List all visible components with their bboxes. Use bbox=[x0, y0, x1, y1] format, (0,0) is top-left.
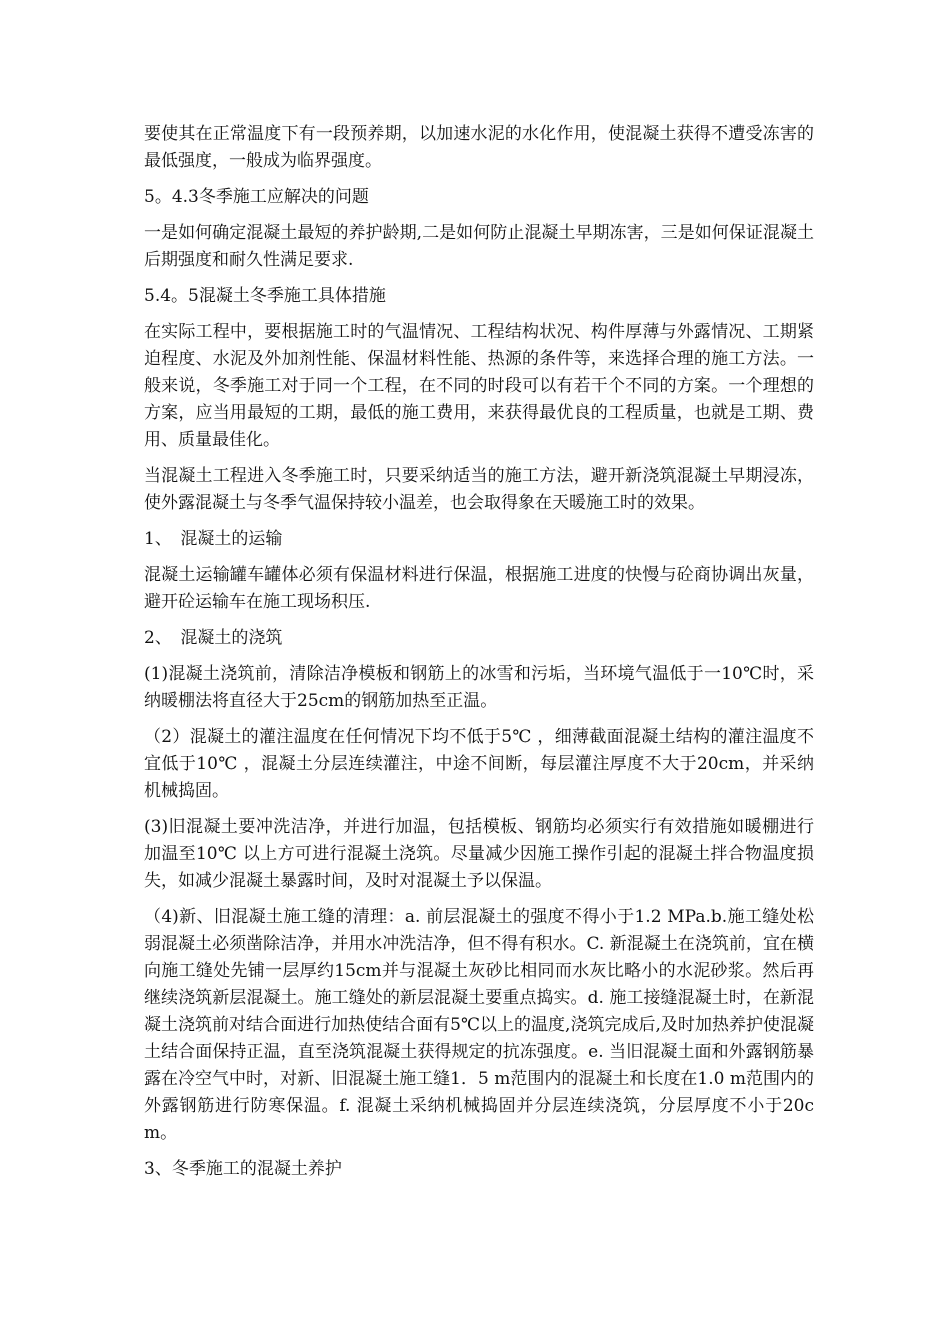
paragraph-pouring-3: (3)旧混凝土要冲洗洁净，并进行加温，包括模板、钢筋均必须实行有效措施如暖棚进行加温至10℃ 以上方可进行混凝土浇筑。尽量减少因施工操作引起的混凝土拌合物温度损失，如减少混凝土暴露时间，及时对混凝土予以保温。 bbox=[144, 817, 814, 891]
subheading-pouring: 2、 混凝土的浇筑 bbox=[144, 628, 283, 648]
paragraph-pouring-2: （2）混凝土的灌注温度在任何情况下均不低于5℃ ，细薄截面混凝土结构的灌注温度不宜低于10℃ ，混凝土分层连续灌注，中途不间断，每层灌注厚度不大于20cm，并采纳机械捣固。 bbox=[144, 727, 814, 801]
section-heading-5-4-5: 5.4。5混凝土冬季施工具体措施 bbox=[144, 286, 386, 306]
paragraph-pouring-1: (1)混凝土浇筑前，清除洁净模板和钢筋上的冰雪和污垢，当环境气温低于一10℃时，采纳暖棚法将直径大于25cm的钢筋加热至正温。 bbox=[144, 664, 814, 711]
paragraph-pouring-4: （4)新、旧混凝土施工缝的清理：a. 前层混凝土的强度不得小于1.2 MPa.b.施工缝处松弱混凝土必须凿除洁净，并用水冲洗洁净，但不得有积水。C. 新混凝土在浇筑前，宜在横向施工缝处先铺一层厚约15cm并与混凝土灰砂比相同而水灰比略小的水泥砂浆。然后再继续浇筑新层混凝土。施工缝处的新层混凝土要重点捣实。d. 施工接缝混凝土时，在新混凝土浇筑前对结合面进行加热使结合面有5℃以上的温度,浇筑完成后,及时加热养护使混凝土结合面保持正温，直至浇筑混凝土获得规定的抗冻强度。e. 当旧混凝土面和外露钢筋暴露在冷空气中时，对新、旧混凝土施工缝1．5 m范围内的混凝土和长度在1.0 m范围内的外露钢筋进行防寒保温。f. 混凝土采纳机械捣固并分层连续浇筑，分层厚度不小于20cm。 bbox=[144, 907, 814, 1143]
paragraph-transport: 混凝土运输罐车罐体必须有保温材料进行保温，根据施工进度的快慢与砼商协调出灰量，避开砼运输车在施工现场积压. bbox=[144, 565, 814, 612]
paragraph-method-selection: 在实际工程中，要根据施工时的气温情况、工程结构状况、构件厚薄与外露情况、工期紧迫程度、水泥及外加剂性能、保温材料性能、热源的条件等，来选择合理的施工方法。一般来说，冬季施工对于同一个工程，在不同的时段可以有若干个不同的方案。一个理想的方案，应当用最短的工期，最低的施工费用，来获得最优良的工程质量，也就是工期、费用、质量最佳化。 bbox=[144, 322, 814, 450]
subheading-curing: 3、冬季施工的混凝土养护 bbox=[144, 1159, 342, 1179]
document-body bbox=[144, 121, 814, 1192]
paragraph-winter-effect: 当混凝土工程进入冬季施工时，只要采纳适当的施工方法，避开新浇筑混凝土早期浸冻，使外露混凝土与冬季气温保持较小温差，也会取得象在天暖施工时的效果。 bbox=[144, 466, 814, 513]
subheading-transport: 1、 混凝土的运输 bbox=[144, 529, 283, 549]
section-heading-5-4-3: 5。4.3冬季施工应解决的问题 bbox=[144, 187, 369, 207]
paragraph-problems: 一是如何确定混凝土最短的养护龄期,二是如何防止混凝土早期冻害，三是如何保证混凝土后期强度和耐久性满足要求. bbox=[144, 223, 814, 270]
paragraph-pre-curing: 要使其在正常温度下有一段预养期，以加速水泥的水化作用，使混凝土获得不遭受冻害的最低强度，一般成为临界强度。 bbox=[144, 124, 814, 171]
